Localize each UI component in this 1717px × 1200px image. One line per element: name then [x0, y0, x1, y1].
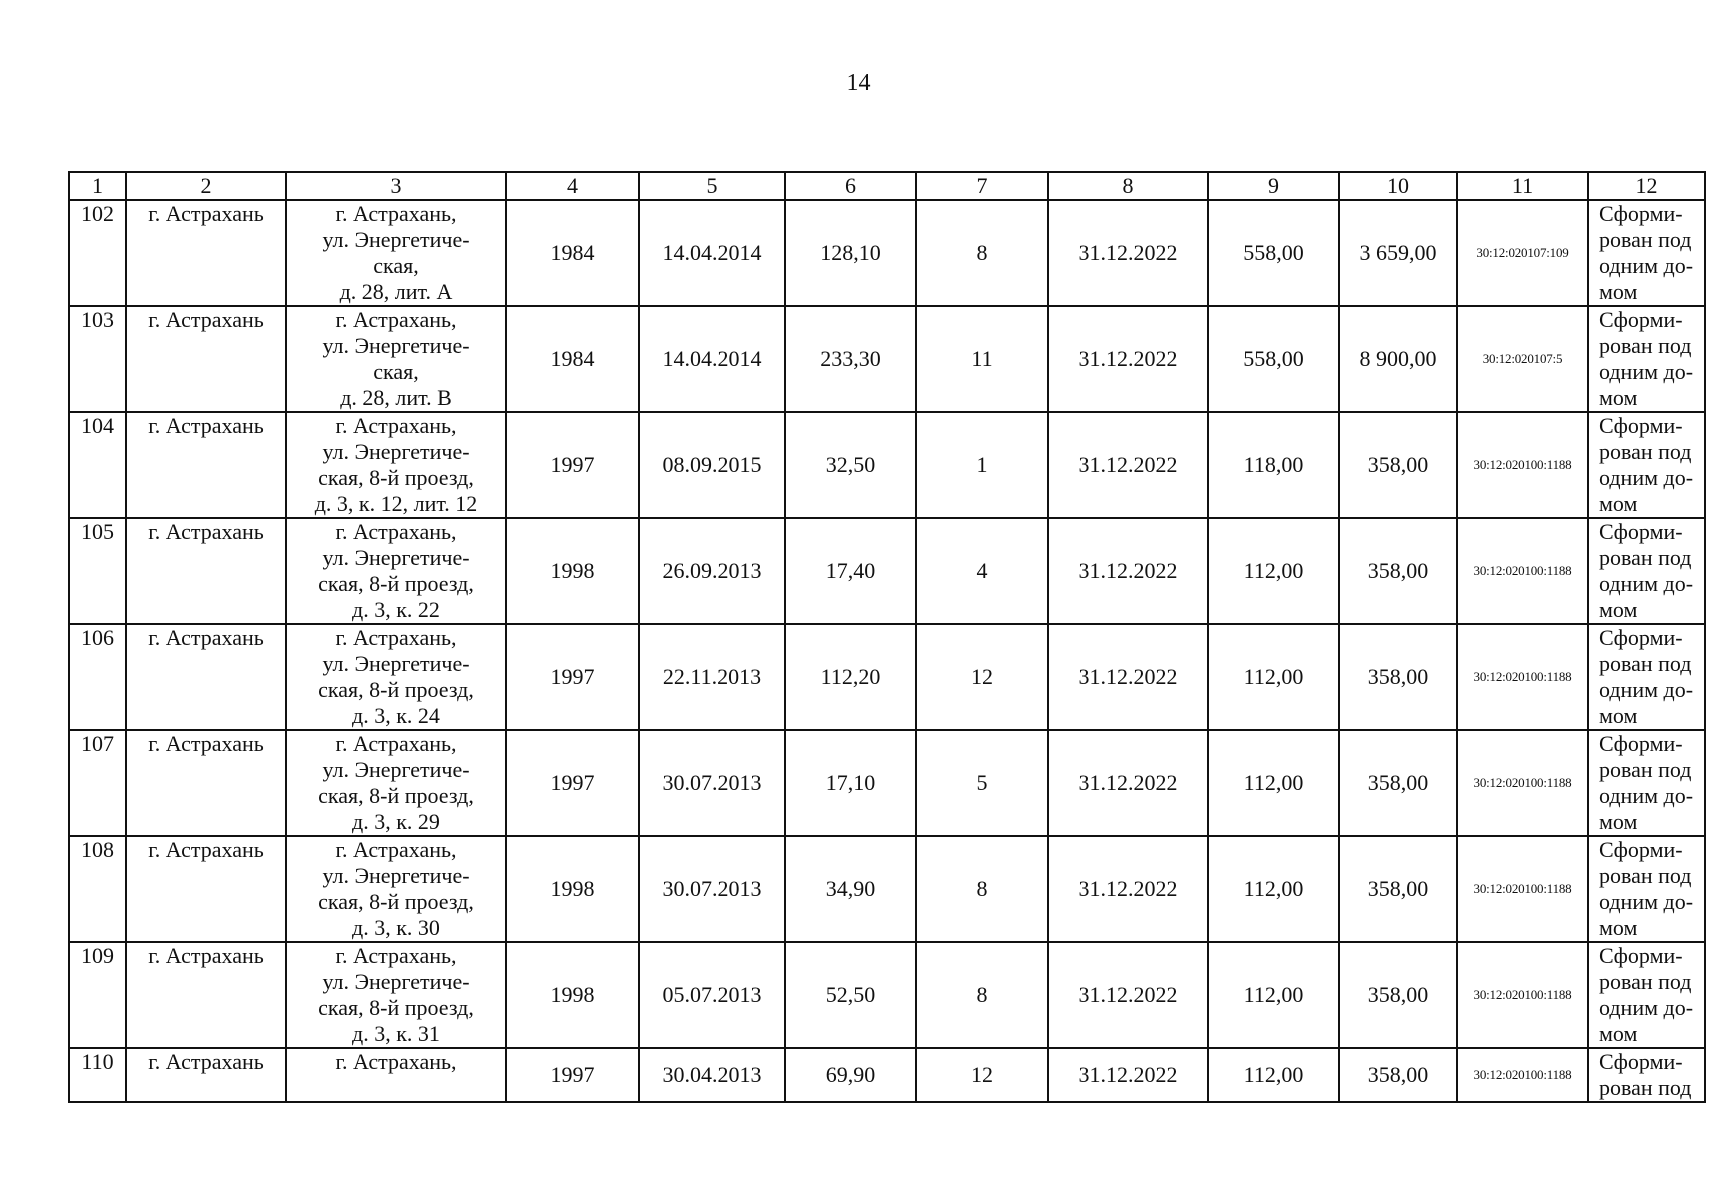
cadastral-number-cell: 30:12:020100:1188: [1457, 1048, 1588, 1102]
note-line: рован под: [1599, 545, 1692, 570]
note-cell: [1588, 518, 1705, 624]
note-line: Сформи-: [1599, 731, 1683, 756]
address-line: г. Астрахань,: [335, 625, 457, 650]
header-row: [69, 172, 1705, 200]
year-cell: 1998: [506, 942, 639, 1048]
area-cell: 233,30: [785, 306, 916, 412]
cadastral-number-cell: 30:12:020100:1188: [1457, 836, 1588, 942]
address-line: г. Астрахань,: [335, 201, 457, 226]
value-col9-cell: 558,00: [1208, 306, 1339, 412]
table-row: [69, 200, 1705, 306]
area-cell: 112,20: [785, 624, 916, 730]
address-line: г. Астрахань,: [335, 307, 457, 332]
address-line: ская, 8-й проезд,: [318, 465, 474, 490]
value-col10-cell: 358,00: [1339, 624, 1457, 730]
value-col10-cell: 358,00: [1339, 412, 1457, 518]
register-table: [68, 171, 1706, 1103]
address-line: г. Астрахань,: [335, 519, 457, 544]
count-cell: 12: [916, 624, 1048, 730]
city-cell: г. Астрахань: [126, 1048, 286, 1102]
value-col9-cell: 112,00: [1208, 624, 1339, 730]
note-line: Сформи-: [1599, 201, 1683, 226]
address-line: д. 3, к. 31: [352, 1021, 440, 1046]
note-line: мом: [1599, 809, 1638, 834]
note-line: одним до-: [1599, 359, 1694, 384]
area-cell: 52,50: [785, 942, 916, 1048]
note-line: одним до-: [1599, 889, 1694, 914]
header-cell: 1: [69, 172, 126, 200]
address-line: ская, 8-й проезд,: [318, 889, 474, 914]
value-col10-cell: 358,00: [1339, 942, 1457, 1048]
note-cell: [1588, 200, 1705, 306]
count-cell: 8: [916, 942, 1048, 1048]
address-line: д. 28, лит. А: [339, 279, 453, 304]
header-cell: 10: [1339, 172, 1457, 200]
header-cell: 11: [1457, 172, 1588, 200]
note-line: рован под: [1599, 439, 1692, 464]
address-line: ская, 8-й проезд,: [318, 571, 474, 596]
date-cell: 14.04.2014: [639, 200, 785, 306]
address-line: д. 3, к. 30: [352, 915, 440, 940]
date-cell: 30.07.2013: [639, 730, 785, 836]
cadastral-number-cell: 30:12:020107:5: [1457, 306, 1588, 412]
address-line: д. 28, лит. В: [340, 385, 452, 410]
address-cell: [286, 730, 506, 836]
address-line: г. Астрахань,: [335, 731, 457, 756]
table-row: [69, 942, 1705, 1048]
date-cell: 30.07.2013: [639, 836, 785, 942]
end-date-cell: 31.12.2022: [1048, 306, 1208, 412]
address-line: г. Астрахань,: [335, 413, 457, 438]
address-line: г. Астрахань,: [335, 943, 457, 968]
value-col10-cell: 3 659,00: [1339, 200, 1457, 306]
cadastral-number-cell: 30:12:020100:1188: [1457, 624, 1588, 730]
value-col10-cell: 358,00: [1339, 518, 1457, 624]
address-line: д. 3, к. 12, лит. 12: [314, 491, 478, 516]
table-row: [69, 836, 1705, 942]
address-line: ул. Энергетиче-: [322, 545, 470, 570]
value-col9-cell: 112,00: [1208, 836, 1339, 942]
city-cell: г. Астрахань: [126, 624, 286, 730]
note-line: мом: [1599, 915, 1638, 940]
address-line: д. 3, к. 29: [352, 809, 440, 834]
value-col9-cell: 558,00: [1208, 200, 1339, 306]
cadastral-number-cell: 30:12:020107:109: [1457, 200, 1588, 306]
year-cell: 1998: [506, 518, 639, 624]
header-cell: 9: [1208, 172, 1339, 200]
header-cell: 7: [916, 172, 1048, 200]
count-cell: 5: [916, 730, 1048, 836]
end-date-cell: 31.12.2022: [1048, 942, 1208, 1048]
count-cell: 8: [916, 200, 1048, 306]
year-cell: 1997: [506, 1048, 639, 1102]
note-line: рован под: [1599, 651, 1692, 676]
end-date-cell: 31.12.2022: [1048, 518, 1208, 624]
note-line: мом: [1599, 703, 1638, 728]
row-number-cell: 106: [69, 624, 126, 730]
address-cell: [286, 836, 506, 942]
end-date-cell: 31.12.2022: [1048, 624, 1208, 730]
note-line: одним до-: [1599, 253, 1694, 278]
cadastral-number-cell: 30:12:020100:1188: [1457, 518, 1588, 624]
address-line: ская,: [373, 359, 419, 384]
header-cell: 3: [286, 172, 506, 200]
header-cell: 12: [1588, 172, 1705, 200]
header-cell: 2: [126, 172, 286, 200]
date-cell: 05.07.2013: [639, 942, 785, 1048]
note-line: Сформи-: [1599, 837, 1683, 862]
note-cell: [1588, 306, 1705, 412]
table-row: [69, 412, 1705, 518]
note-line: одним до-: [1599, 995, 1694, 1020]
note-line: одним до-: [1599, 783, 1694, 808]
note-line: рован под: [1599, 969, 1692, 994]
address-line: ул. Энергетиче-: [322, 969, 470, 994]
city-cell: г. Астрахань: [126, 306, 286, 412]
note-cell: [1588, 412, 1705, 518]
row-number-cell: 110: [69, 1048, 126, 1102]
end-date-cell: 31.12.2022: [1048, 836, 1208, 942]
cadastral-number-cell: 30:12:020100:1188: [1457, 412, 1588, 518]
address-cell: [286, 624, 506, 730]
area-cell: 17,40: [785, 518, 916, 624]
note-line: Сформи-: [1599, 1049, 1683, 1074]
note-line: мом: [1599, 279, 1638, 304]
table-row: [69, 730, 1705, 836]
note-line: Сформи-: [1599, 943, 1683, 968]
note-cell: [1588, 1048, 1705, 1102]
value-col10-cell: 8 900,00: [1339, 306, 1457, 412]
count-cell: 1: [916, 412, 1048, 518]
date-cell: 22.11.2013: [639, 624, 785, 730]
note-line: одним до-: [1599, 465, 1694, 490]
year-cell: 1997: [506, 412, 639, 518]
city-cell: г. Астрахань: [126, 836, 286, 942]
date-cell: 30.04.2013: [639, 1048, 785, 1102]
note-line: рован под: [1599, 333, 1692, 358]
address-line: ул. Энергетиче-: [322, 439, 470, 464]
address-line: ул. Энергетиче-: [322, 651, 470, 676]
note-line: рован под: [1599, 1075, 1692, 1100]
address-cell: [286, 518, 506, 624]
address-cell: [286, 412, 506, 518]
row-number-cell: 103: [69, 306, 126, 412]
city-cell: г. Астрахань: [126, 200, 286, 306]
note-line: Сформи-: [1599, 307, 1683, 332]
end-date-cell: 31.12.2022: [1048, 1048, 1208, 1102]
cadastral-number-cell: 30:12:020100:1188: [1457, 942, 1588, 1048]
address-line: д. 3, к. 24: [352, 703, 440, 728]
address-line: ул. Энергетиче-: [322, 863, 470, 888]
city-cell: г. Астрахань: [126, 942, 286, 1048]
table-row: [69, 624, 1705, 730]
value-col10-cell: 358,00: [1339, 836, 1457, 942]
count-cell: 8: [916, 836, 1048, 942]
table-row: [69, 1048, 1705, 1102]
address-line: г. Астрахань,: [335, 837, 457, 862]
address-line: ская,: [373, 253, 419, 278]
city-cell: г. Астрахань: [126, 518, 286, 624]
note-line: рован под: [1599, 757, 1692, 782]
header-cell: 8: [1048, 172, 1208, 200]
value-col9-cell: 118,00: [1208, 412, 1339, 518]
note-line: Сформи-: [1599, 519, 1683, 544]
end-date-cell: 31.12.2022: [1048, 200, 1208, 306]
note-line: рован под: [1599, 863, 1692, 888]
note-cell: [1588, 730, 1705, 836]
row-number-cell: 109: [69, 942, 126, 1048]
date-cell: 08.09.2015: [639, 412, 785, 518]
date-cell: 26.09.2013: [639, 518, 785, 624]
address-line: ская, 8-й проезд,: [318, 677, 474, 702]
row-number-cell: 108: [69, 836, 126, 942]
page-number: 14: [846, 70, 871, 96]
area-cell: 128,10: [785, 200, 916, 306]
row-number-cell: 105: [69, 518, 126, 624]
note-cell: [1588, 942, 1705, 1048]
note-cell: [1588, 624, 1705, 730]
address-line: ская, 8-й проезд,: [318, 995, 474, 1020]
end-date-cell: 31.12.2022: [1048, 730, 1208, 836]
note-line: мом: [1599, 385, 1638, 410]
note-line: одним до-: [1599, 571, 1694, 596]
address-line: г. Астрахань,: [335, 1049, 457, 1074]
value-col9-cell: 112,00: [1208, 730, 1339, 836]
area-cell: 17,10: [785, 730, 916, 836]
note-line: мом: [1599, 491, 1638, 516]
header-cell: 4: [506, 172, 639, 200]
year-cell: 1997: [506, 730, 639, 836]
cadastral-number-cell: 30:12:020100:1188: [1457, 730, 1588, 836]
address-cell: [286, 942, 506, 1048]
end-date-cell: 31.12.2022: [1048, 412, 1208, 518]
address-cell: [286, 306, 506, 412]
address-cell: [286, 200, 506, 306]
count-cell: 12: [916, 1048, 1048, 1102]
address-line: ул. Энергетиче-: [322, 333, 470, 358]
date-cell: 14.04.2014: [639, 306, 785, 412]
area-cell: 69,90: [785, 1048, 916, 1102]
address-cell: [286, 1048, 506, 1102]
note-line: Сформи-: [1599, 625, 1683, 650]
row-number-cell: 102: [69, 200, 126, 306]
address-line: ул. Энергетиче-: [322, 757, 470, 782]
note-line: одним до-: [1599, 677, 1694, 702]
value-col10-cell: 358,00: [1339, 1048, 1457, 1102]
note-line: Сформи-: [1599, 413, 1683, 438]
header-cell: 6: [785, 172, 916, 200]
note-line: мом: [1599, 1021, 1638, 1046]
value-col9-cell: 112,00: [1208, 942, 1339, 1048]
table-row: [69, 518, 1705, 624]
row-number-cell: 107: [69, 730, 126, 836]
city-cell: г. Астрахань: [126, 412, 286, 518]
year-cell: 1984: [506, 306, 639, 412]
address-line: ская, 8-й проезд,: [318, 783, 474, 808]
value-col9-cell: 112,00: [1208, 518, 1339, 624]
count-cell: 11: [916, 306, 1048, 412]
value-col10-cell: 358,00: [1339, 730, 1457, 836]
year-cell: 1997: [506, 624, 639, 730]
value-col9-cell: 112,00: [1208, 1048, 1339, 1102]
area-cell: 34,90: [785, 836, 916, 942]
count-cell: 4: [916, 518, 1048, 624]
header-cell: 5: [639, 172, 785, 200]
table-row: [69, 306, 1705, 412]
note-line: рован под: [1599, 227, 1692, 252]
city-cell: г. Астрахань: [126, 730, 286, 836]
year-cell: 1998: [506, 836, 639, 942]
note-line: мом: [1599, 597, 1638, 622]
area-cell: 32,50: [785, 412, 916, 518]
address-line: ул. Энергетиче-: [322, 227, 470, 252]
year-cell: 1984: [506, 200, 639, 306]
note-cell: [1588, 836, 1705, 942]
row-number-cell: 104: [69, 412, 126, 518]
address-line: д. 3, к. 22: [352, 597, 440, 622]
